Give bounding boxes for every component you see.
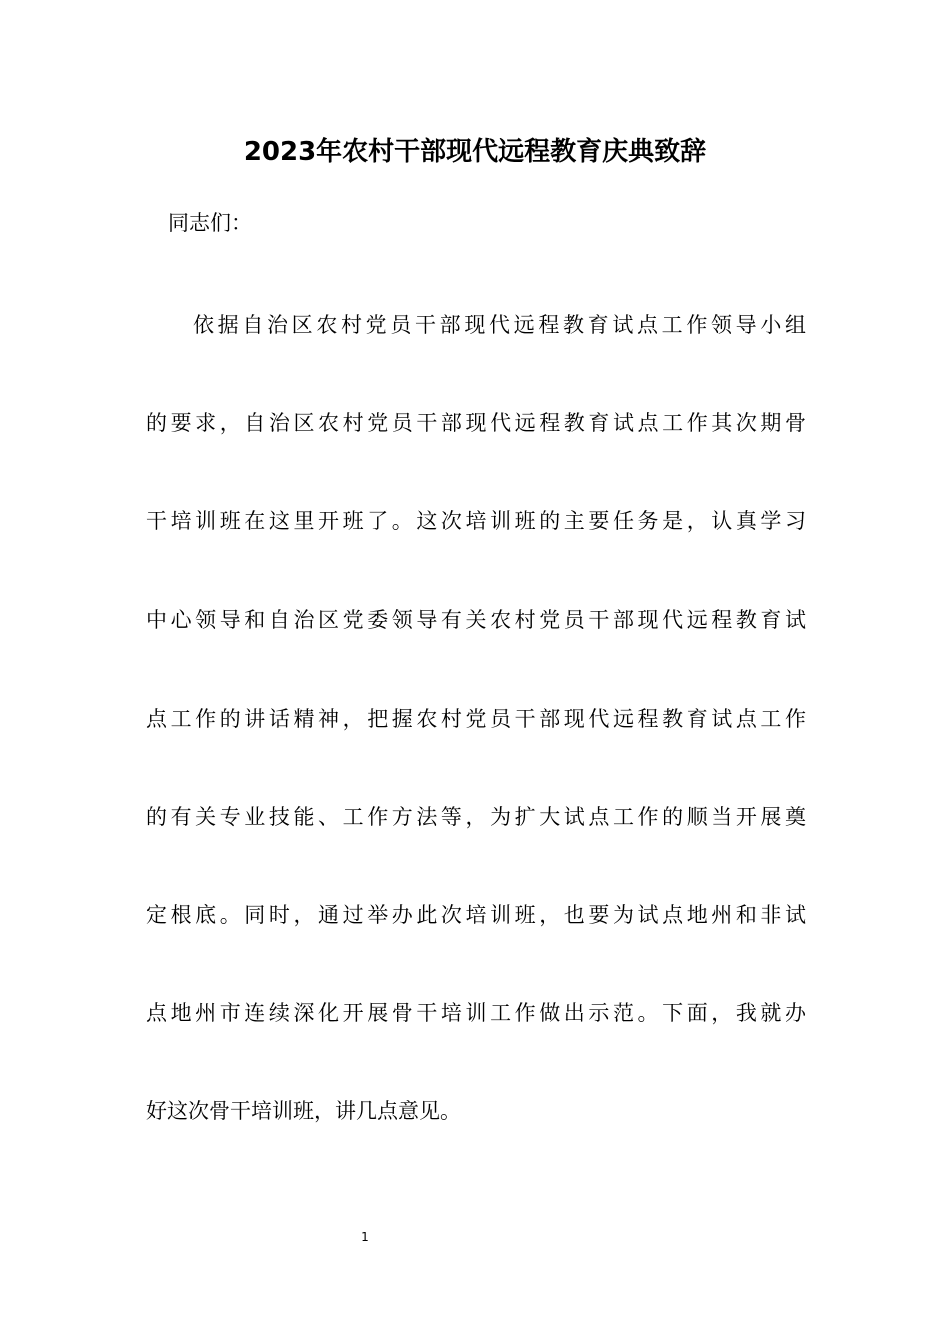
paragraph-line: 中心领导和自治区党委领导有关农村党员干部现代远程教育试: [146, 608, 806, 632]
paragraph-line: 定根底。同时，通过举办此次培训班，也要为试点地州和非试: [146, 903, 806, 927]
paragraph-line: 点工作的讲话精神，把握农村党员干部现代远程教育试点工作: [146, 707, 806, 731]
paragraph-line: 好这次骨干培训班，讲几点意见。: [146, 1099, 461, 1123]
salutation: 同志们：: [168, 211, 252, 235]
paragraph-line: 的要求，自治区农村党员干部现代远程教育试点工作其次期骨: [146, 411, 806, 435]
paragraph-line: 干培训班在这里开班了。这次培训班的主要任务是，认真学习: [146, 509, 806, 533]
page-number: 1: [361, 1230, 369, 1244]
document-title: 2023年农村干部现代远程教育庆典致辞: [243, 137, 707, 167]
paragraph-line: 依据自治区农村党员干部现代远程教育试点工作领导小组: [193, 313, 806, 337]
paragraph-line: 点地州市连续深化开展骨干培训工作做出示范。下面，我就办: [146, 1001, 806, 1025]
paragraph-line: 的有关专业技能、工作方法等，为扩大试点工作的顺当开展奠: [146, 805, 806, 829]
